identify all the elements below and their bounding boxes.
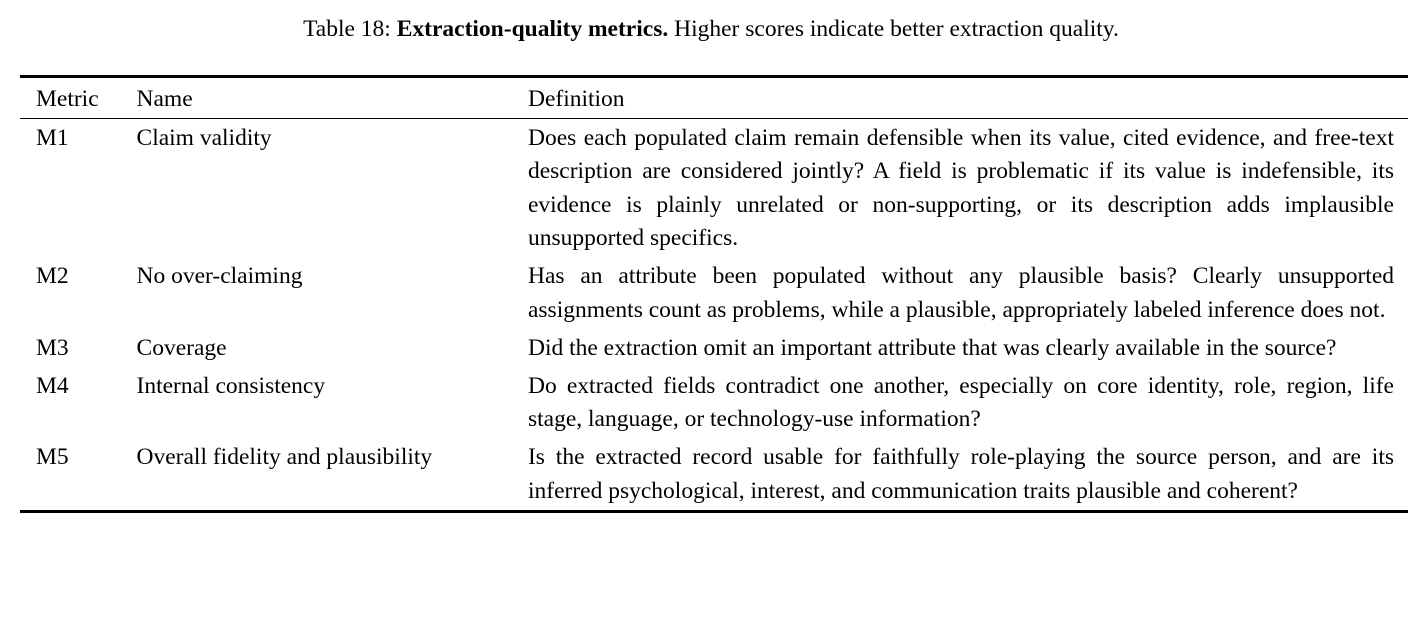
metric-id: M3 (36, 334, 69, 361)
metrics-table (20, 75, 1408, 513)
header-metric: Metric (36, 86, 99, 112)
metric-name: Coverage (136, 334, 227, 361)
metric-definition: Do extracted fields contradict one another, especially on core identity, role, region, life stage, language, or technology-use information? (527, 372, 1394, 432)
caption-text: Higher scores indicate better extraction quality. (674, 16, 1119, 42)
table-row (20, 329, 1408, 367)
metric-name: No over-claiming (136, 263, 303, 289)
metric-name: Overall fidelity and plausibility (136, 444, 433, 470)
table-row (20, 257, 1408, 329)
table-body (20, 118, 1408, 512)
table-header (20, 77, 1408, 119)
metric-id: M4 (36, 372, 69, 399)
metric-name: Claim validity (136, 124, 272, 151)
caption-label: Table 18: (303, 16, 391, 42)
table-row (20, 367, 1408, 439)
header-name: Name (136, 86, 193, 112)
header-definition: Definition (527, 86, 625, 112)
metric-definition: Has an attribute been populated without any plausible basis? Clearly unsupported assignments count as problems, while a plausible, appropriately labeled inference does not. (527, 263, 1394, 323)
table-row (20, 438, 1408, 512)
metric-definition: Does each populated claim remain defensible when its value, cited evidence, and free-text description are considered jointly? A field is problematic if its value is indefensible, its evidence is plainly unrelated or non-supporting, or its description adds implausible unsupported specifics. (527, 124, 1394, 251)
metric-definition: Is the extracted record usable for faithfully role-playing the source person, and are its inferred psychological, interest, and communication traits plausible and coherent? (527, 444, 1394, 504)
metric-name: Internal consistency (136, 372, 326, 399)
header-row (20, 77, 1408, 119)
metrics-table-container (20, 75, 1408, 513)
metric-definition: Did the extraction omit an important attribute that was clearly available in the source? (527, 334, 1337, 361)
caption-title: Extraction-quality metrics. (396, 16, 669, 42)
metric-id: M5 (36, 444, 69, 470)
table-row (20, 118, 1408, 257)
metric-id: M1 (36, 124, 69, 151)
metric-id: M2 (36, 263, 69, 289)
table-caption (0, 14, 1422, 44)
